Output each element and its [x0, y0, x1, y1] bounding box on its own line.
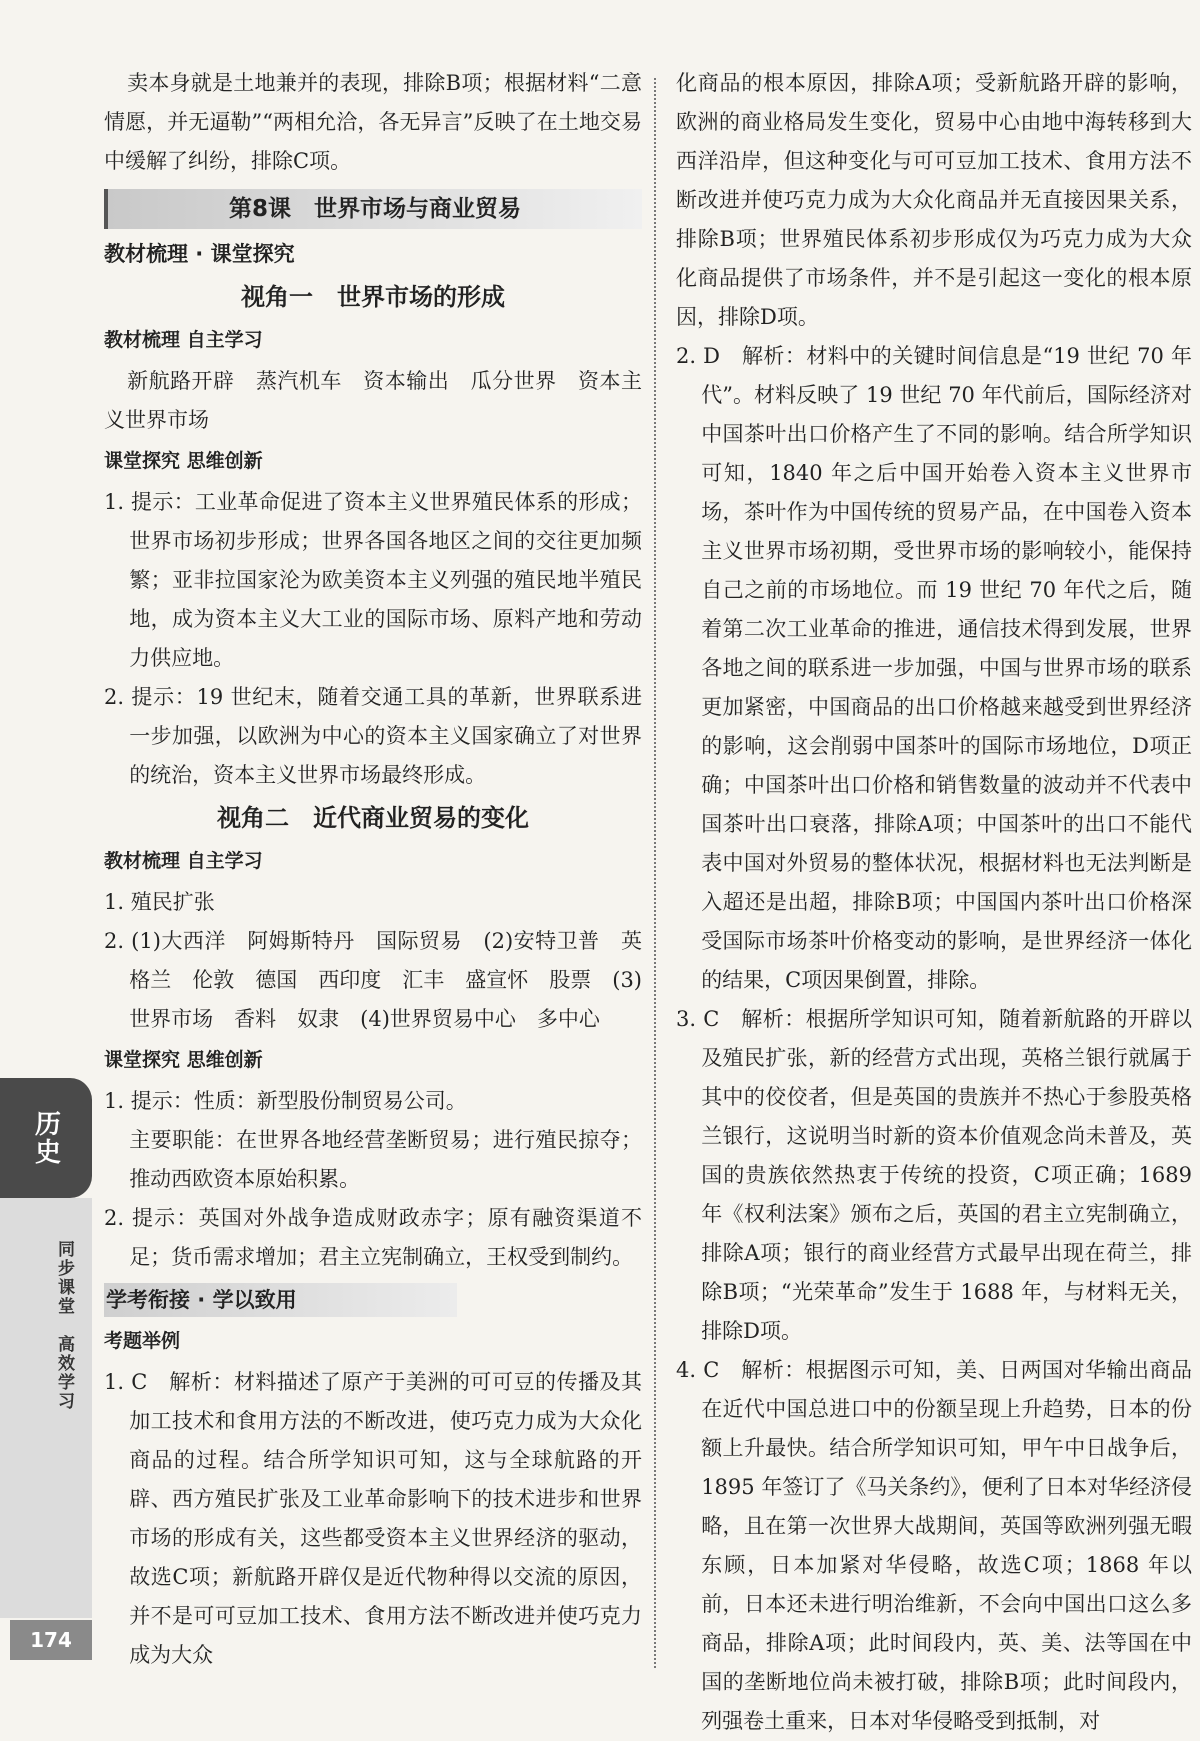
v2-answer-1: 1. 殖民扩张	[104, 890, 215, 914]
v2-subheading-2: 课堂探究 思维创新	[104, 1049, 263, 1071]
intro-paragraph: 卖本身就是土地兼并的表现，排除B项；根据材料“二意情愿，并无逼勒”“两相允洽，各无异言”反映了在土地交易中缓解了纠纷，排除C项。	[104, 71, 642, 173]
v2-q1-nature: 1. 提示：性质：新型股份制贸易公司。	[104, 1089, 467, 1113]
column-divider	[654, 78, 656, 1668]
exam-answer-3: 3. C 解析：根据所学知识可知，随着新航路的开辟以及殖民扩张，新的经营方式出现，英格兰银行就属于其中的佼佼者，但是英国的贵族并不热心于参股英格兰银行，这说明当时新的资本价值观念尚未普及，英国的贵族依然热衷于传统的投资，C项正确；1689 年《权利法案》颁布之后，英国的君主立宪制确立，排除A项；银行的商业经营方式最早出现在荷兰，排除B项；“光荣革命”发生于 1688 年，与材料无关，排除D项。	[676, 1007, 1192, 1343]
left-column	[104, 64, 642, 1675]
page-number: 174	[10, 1620, 92, 1660]
exam-answer-4: 4. C 解析：根据图示可知，美、日两国对华输出商品在近代中国总进口中的份额呈现上升趋势，日本的份额上升最快。结合所学知识可知，甲午中日战争后，1895 年签订了《马关条约》，便利了日本对华经济侵略，且在第一次世界大战期间，英国等欧洲列强无暇东顾，日本加紧对华侵略，故选C项；1868 年以前，日本还未进行明治维新，不会向中国出口这么多商品，排除A项；此时间段内，英、美、法等国在中国的垄断地位尚未被打破，排除B项；此时间段内，列强卷土重来，日本对华侵略受到抵制，对	[676, 1358, 1192, 1733]
v1-subheading-2: 课堂探究 思维创新	[104, 450, 263, 472]
section-heading-2: 学考衔接 · 学以致用	[104, 1283, 457, 1317]
v1-answer-2: 2. 提示：19 世纪末，随着交通工具的革新，世界联系进一步加强，以欧洲为中心的资本主义国家确立了对世界的统治，资本主义世界市场最终形成。	[104, 685, 642, 787]
lesson-title: 第8课 世界市场与商业贸易	[104, 189, 642, 229]
side-strip	[0, 1198, 92, 1618]
v2-q1-functions: 主要职能：在世界各地经营垄断贸易；进行殖民掠夺；推动西欧资本原始积累。	[129, 1128, 642, 1191]
exam-answer-1: 1. C 解析：材料描述了原产于美洲的可可豆的传播及其加工技术和食用方法的不断改进，使巧克力成为大众化商品的过程。结合所学知识可知，这与全球航路的开辟、西方殖民扩张及工业革命影响下的技术进步和世界市场的形成有关，这些都受资本主义世界经济的驱动，故选C项；新航路开辟仅是近代物种得以交流的原因，并不是可可豆加工技术、食用方法不断改进并使巧克力成为大众	[104, 1370, 642, 1667]
exam-answer-2: 2. D 解析：材料中的关键时间信息是“19 世纪 70 年代”。材料反映了 19 世纪 70 年代前后，国际经济对中国茶叶出口价格产生了不同的影响。结合所学知识可知，1840 年之后中国开始卷入资本主义世界市场，茶叶作为中国传统的贸易产品，在中国卷入资本主义世界市场初期，受世界市场的影响较小，能保持自己之前的市场地位。而 19 世纪 70 年代之后，随着第二次工业革命的推进，通信技术得到发展，世界各地之间的联系进一步加强，中国与世界市场的联系更加紧密，中国商品的出口价格越来越受到世界经济的影响，这会削弱中国茶叶的国际市场地位，D项正确；中国茶叶出口价格和销售数量的波动并不代表中国茶叶出口衰落，排除A项；中国茶叶的出口不能代表中国对外贸易的整体状况，根据材料也无法判断是入超还是出超，排除B项；中国国内茶叶出口价格深受国际市场茶叶价格变动的影响，是世界经济一体化的结果，C项因果倒置，排除。	[676, 344, 1192, 992]
right-column	[676, 64, 1192, 1741]
v1-subheading-1: 教材梳理 自主学习	[104, 329, 263, 351]
v2-answer-2: 2. (1)大西洋 阿姆斯特丹 国际贸易 (2)安特卫普 英格兰 伦敦 德国 西印度 汇丰 盛宣怀 股票 (3)世界市场 香料 奴隶 (4)世界贸易中心 多中心	[104, 929, 642, 1031]
v2-subheading-1: 教材梳理 自主学习	[104, 850, 263, 872]
v1-answer-1: 1. 提示：工业革命促进了资本主义世界殖民体系的形成；世界市场初步形成；世界各国各地区之间的交往更加频繁；亚非拉国家沦为欧美资本主义列强的殖民地半殖民地，成为资本主义大工业的国际市场、原料产地和劳动力供应地。	[104, 490, 642, 670]
exam-subheading: 考题举例	[104, 1330, 181, 1352]
view-two-title: 视角二 近代商业贸易的变化	[217, 804, 529, 832]
v1-keywords: 新航路开辟 蒸汽机车 资本输出 瓜分世界 资本主义世界市场	[104, 369, 642, 432]
subject-tab: 历史	[0, 1078, 92, 1198]
series-label: 同步课堂 高效学习	[54, 1240, 74, 1411]
view-one-title: 视角一 世界市场的形成	[241, 283, 505, 311]
exam-answer-1-continued: 化商品的根本原因，排除A项；受新航路开辟的影响，欧洲的商业格局发生变化，贸易中心由地中海转移到大西洋沿岸，但这种变化与可可豆加工技术、食用方法不断改进并使巧克力成为大众化商品并无直接因果关系，排除B项；世界殖民体系初步形成仅为巧克力成为大众化商品提供了市场条件，并不是引起这一变化的根本原因，排除D项。	[676, 71, 1192, 329]
v2-answer-q2: 2. 提示：英国对外战争造成财政赤字；原有融资渠道不足；货币需求增加；君主立宪制确立，王权受到制约。	[104, 1206, 642, 1269]
section-heading-1: 教材梳理 · 课堂探究	[104, 242, 295, 266]
